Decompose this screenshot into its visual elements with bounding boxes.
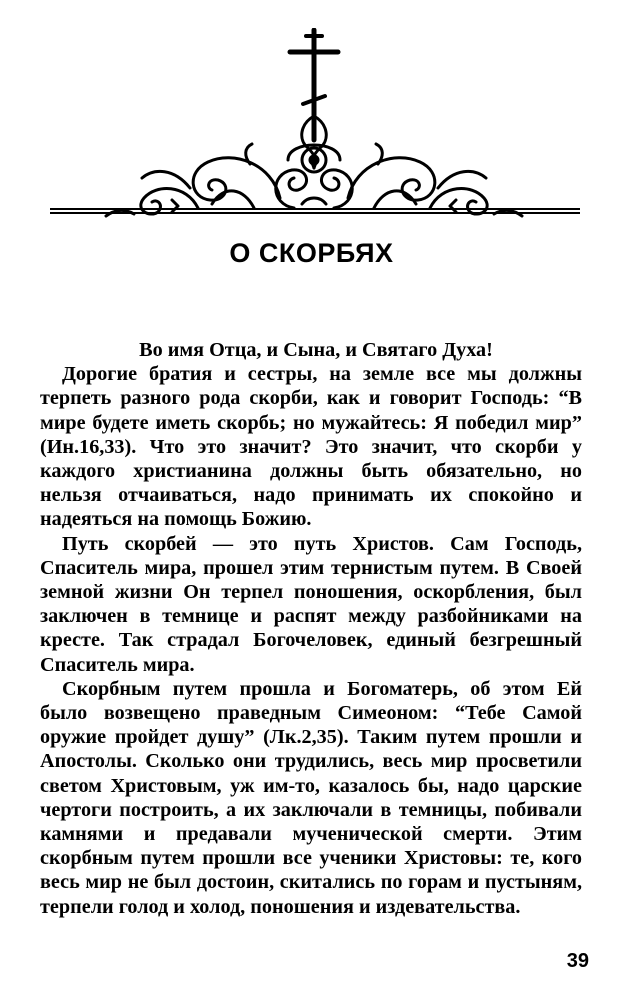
page-number: 39 (566, 950, 589, 972)
body-text (40, 338, 582, 919)
cross-ornament-icon (94, 28, 534, 228)
ornament-rule-top (50, 208, 580, 210)
invocation-line: Во имя Отца, и Сына, и Святаго Духа! (139, 339, 493, 361)
paragraph: Скорбным путем прошла и Богоматерь, об этом Ей было возвещено праведным Симеоном: “Тебе Самой оружие пройдет душу” (Лк.2,35). Таким путем прошли и Апостолы. Сколько они трудились, весь мир просветили светом Христовым, уж им-то, казалось бы, надо царские чертоги построить, а их заключали в темницы, побивали камнями и предавали мученической смерти. Этим скорбным путем прошли все ученики Христовы: те, кого весь мир не был достоин, скитались по горам и пустыням, терпели голод и холод, поношения и издевательства. (40, 677, 582, 918)
paragraph: Путь скорбей — это путь Христов. Сам Господь, Спаситель мира, прошел этим тернистым путем. В Своей земной жизни Он терпел поношения, оскорбления, был заключен в темнице и распят между разбойниками на кресте. Так страдал Богочеловек, единый безгрешный Спаситель мира. (40, 532, 582, 676)
paragraph: Дорогие братия и сестры, на земле все мы должны терпеть разного рода скорби, как и говорит Господь: “В мире будете иметь скорбь; но мужайтесь: Я победил мир” (Ин.16,33). Что это значит? Это значит, что скорби у каждого христианина должны быть обязательно, но нельзя отчаиваться, надо принимать их спокойно и надеяться на помощь Божию. (40, 363, 582, 531)
ornament-rule-bottom (50, 212, 580, 214)
chapter-title: О СКОРБЯХ (229, 238, 394, 268)
